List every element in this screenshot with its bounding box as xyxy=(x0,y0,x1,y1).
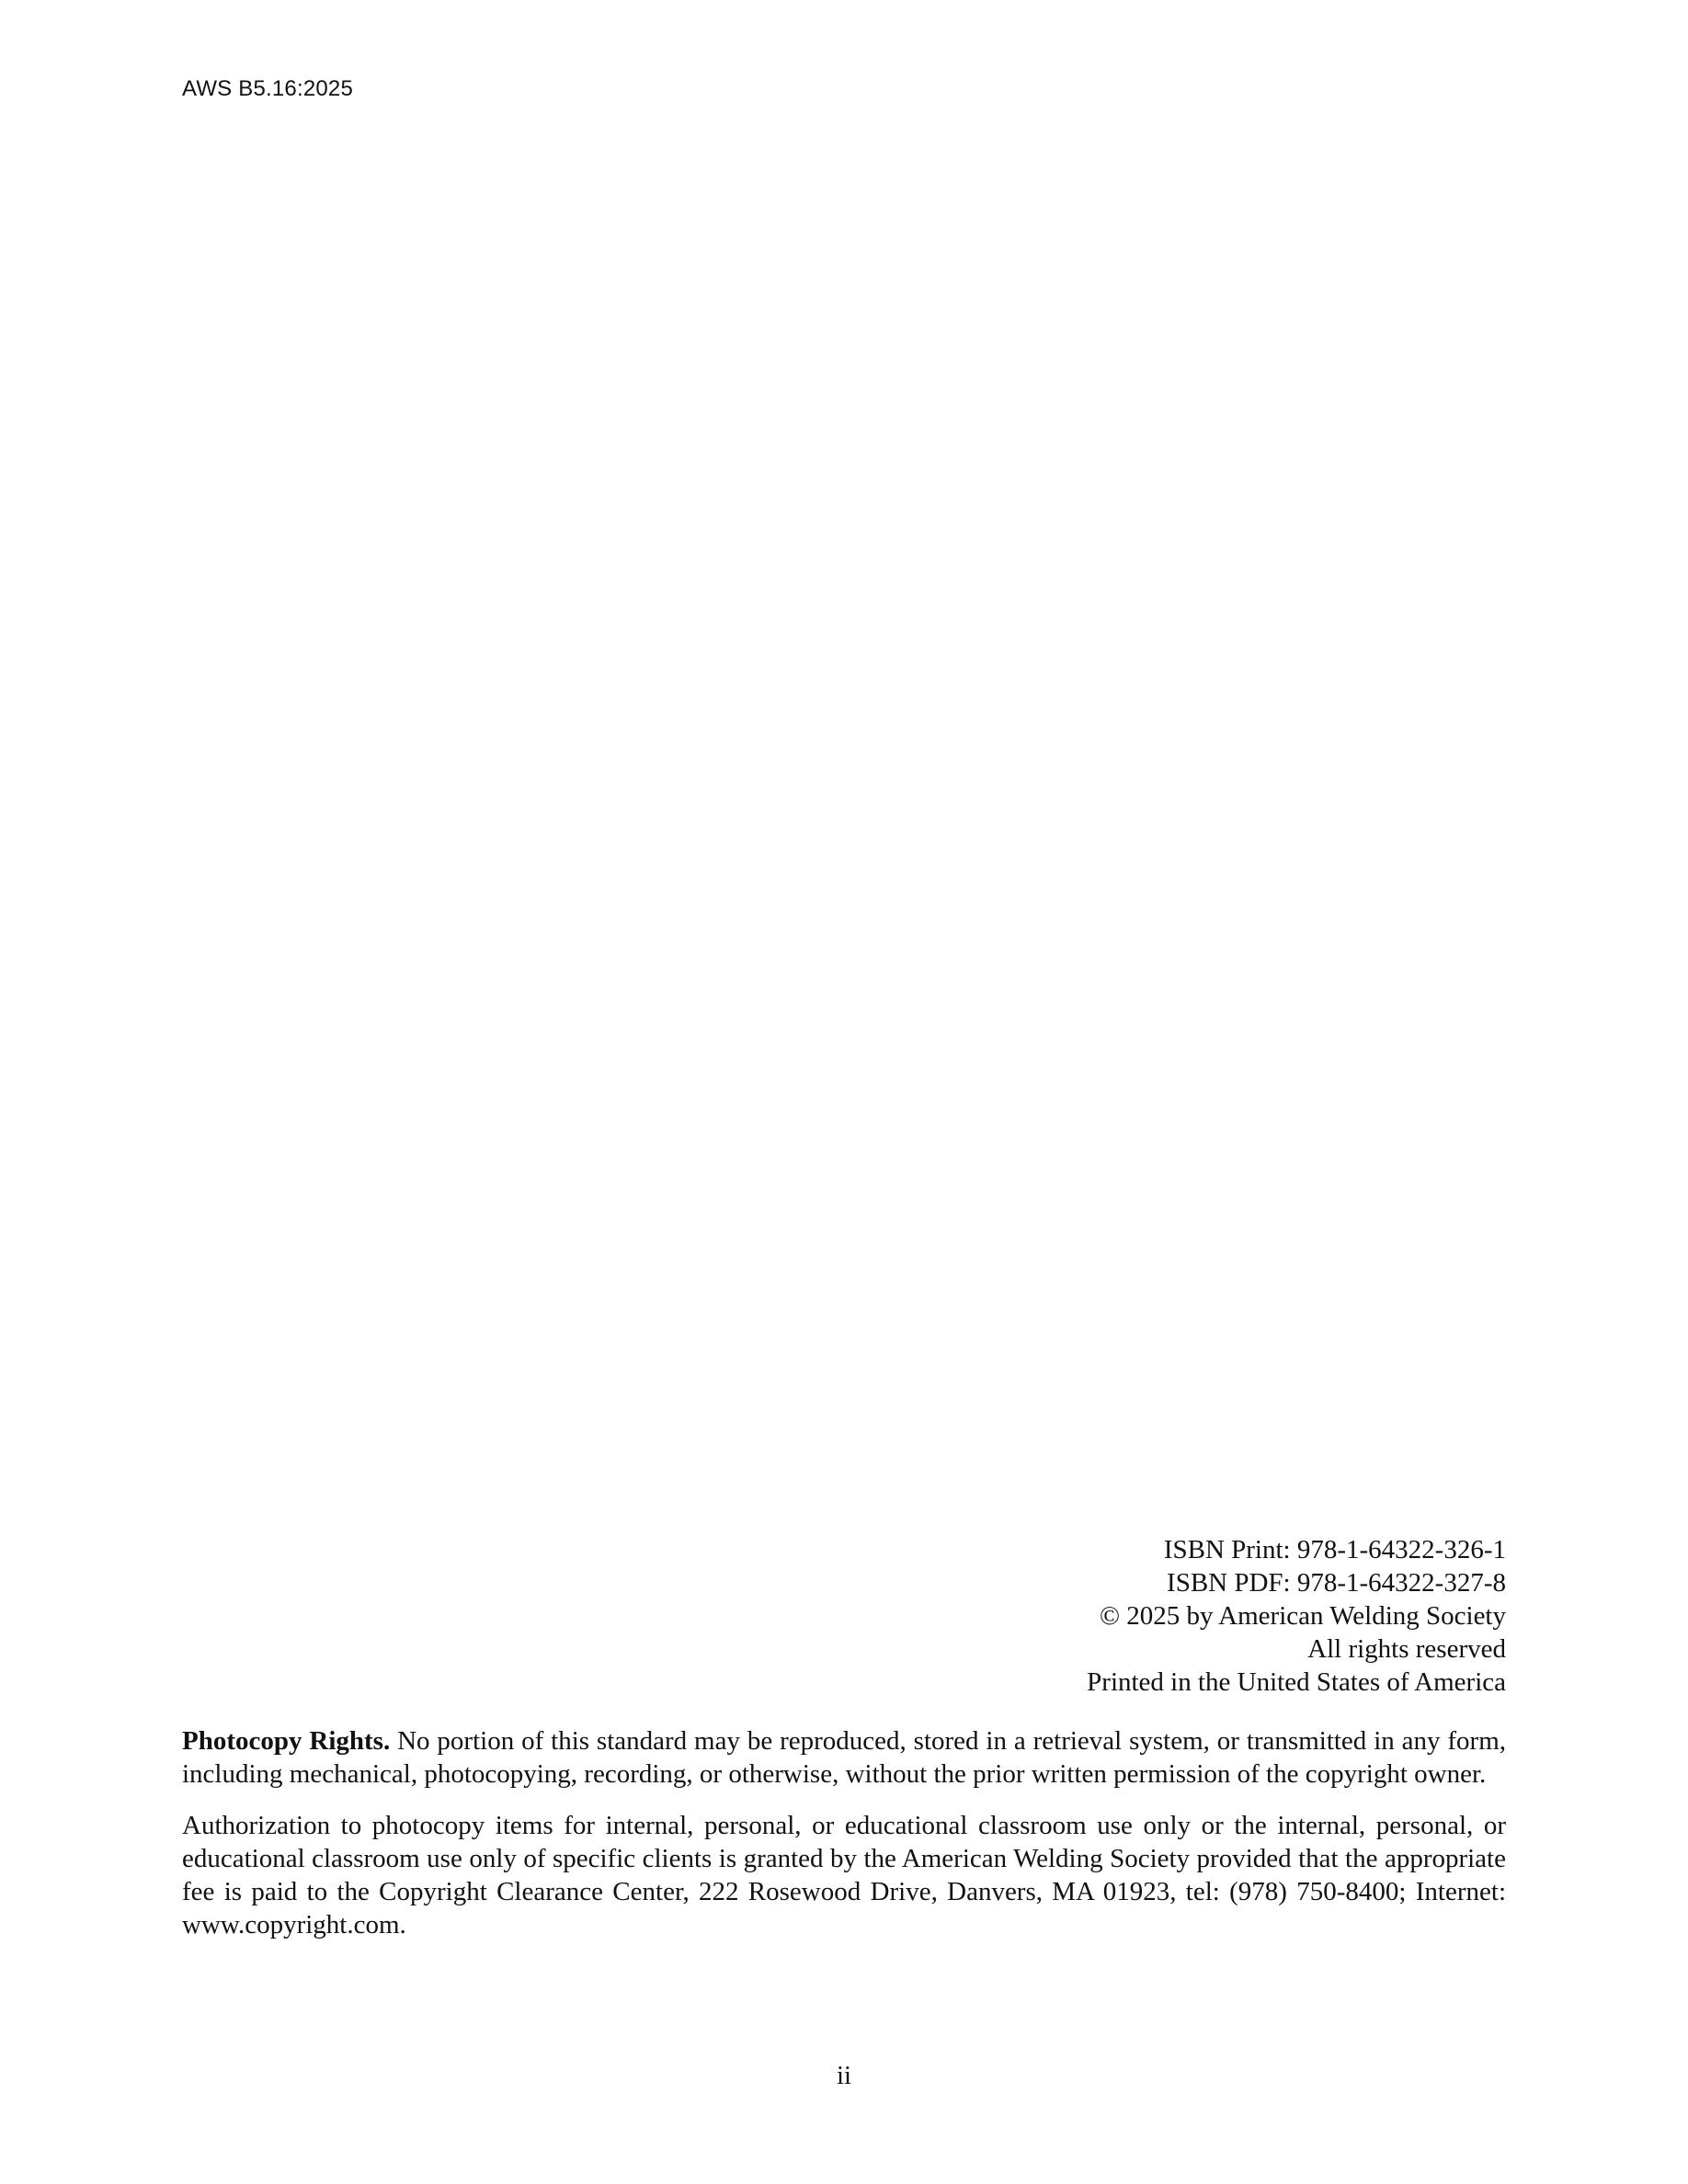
isbn-print: ISBN Print: 978-1-64322-326-1 xyxy=(1163,1535,1506,1564)
rights-reserved: All rights reserved xyxy=(1307,1634,1506,1664)
copyright-imprint xyxy=(679,1533,1506,1699)
photocopy-rights-heading: Photocopy Rights. xyxy=(182,1726,391,1756)
copyright-notice: © 2025 by American Welding Society xyxy=(1099,1601,1506,1631)
printed-in: Printed in the United States of America xyxy=(1087,1667,1506,1697)
page-number: ii xyxy=(836,2061,852,2090)
isbn-pdf: ISBN PDF: 978-1-64322-327-8 xyxy=(1167,1568,1506,1598)
photocopy-rights-paragraph xyxy=(182,1724,1506,1791)
photocopy-rights-text: No portion of this standard may be reproduced, stored in a retrieval system, or transmitted in any form, including mechanical, photocopying, recording, or otherwise, without the prior written permission of the copyright owner. xyxy=(182,1726,1507,1789)
rights-section xyxy=(182,1724,1506,1960)
authorization-paragraph: Authorization to photocopy items for internal, personal, or educational classroom use only or the internal, personal, or educational classroom use only of specific clients is granted by the American Welding Society provided that the appropriate fee is paid to the Copyright Clearance Center, 222 Rosewood Drive, Danvers, MA 01923, tel: (978) 750-8400; Internet: www.copyright.com. xyxy=(182,1811,1506,1939)
running-header: AWS B5.16:2025 xyxy=(182,76,354,101)
